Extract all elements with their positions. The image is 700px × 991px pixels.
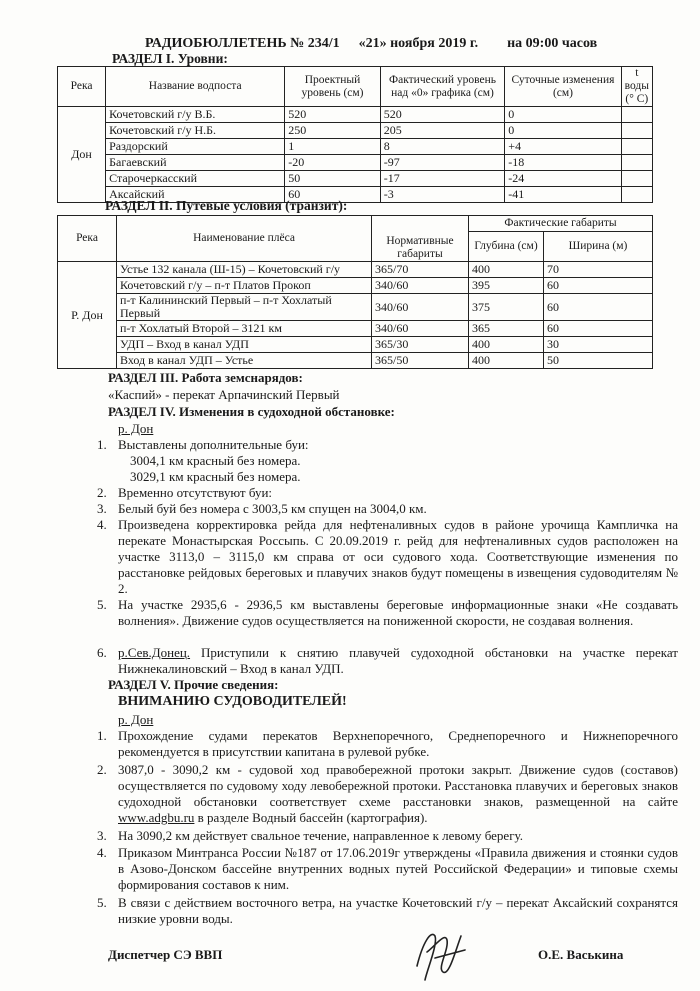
- list-item: 3004,1 км красный без номера.: [130, 453, 301, 468]
- depth-cell: 400: [469, 353, 544, 369]
- change-cell: 0: [505, 123, 621, 139]
- stretch-cell: п-т Калининский Первый – п-т Хохлатый Первый: [117, 294, 372, 321]
- item-number: 5.: [97, 895, 107, 910]
- dredger-line: «Каспий» - перекат Арпачинский Первый: [108, 387, 340, 402]
- col-daily-change: Суточные изменения (см): [505, 67, 621, 107]
- list-item: [118, 762, 678, 826]
- change-cell: -41: [505, 187, 621, 203]
- change-cell: 0: [505, 107, 621, 123]
- stretch-cell: Кочетовский г/у – п-т Платов Прокоп: [117, 278, 372, 294]
- table-row: [58, 278, 653, 294]
- col-river: Река: [58, 67, 106, 107]
- list-item: На 3090,2 км действует свальное течение, направленное к левому берегу.: [118, 828, 523, 843]
- item-number: 4.: [97, 517, 107, 532]
- design-cell: -20: [285, 155, 380, 171]
- actual-cell: 205: [380, 123, 505, 139]
- change-cell: -24: [505, 171, 621, 187]
- col-actual-group: Фактические габариты: [469, 216, 653, 232]
- col-river: Река: [58, 216, 117, 262]
- temp-cell: [621, 139, 652, 155]
- table-row: [58, 107, 653, 123]
- bulletin-title: РАДИОБЮЛЛЕТЕНЬ № 234/1: [145, 36, 340, 51]
- norm-cell: 340/60: [372, 294, 469, 321]
- design-cell: 50: [285, 171, 380, 187]
- design-cell: 520: [285, 107, 380, 123]
- table-row: [58, 337, 653, 353]
- post-cell: Старочеркасский: [106, 171, 285, 187]
- list-item: Белый буй без номера с 3003,5 км спущен на 3004,0 км.: [118, 501, 427, 516]
- item-number: 2.: [97, 485, 107, 500]
- width-cell: 60: [544, 278, 653, 294]
- list-item: Произведена корректировка рейда для нефтеналивных судов в районе урочища Кампличка на перекате Монастырская Россыпь. С 20.09.2019 г. рейд для нефтеналивных судов расположен на участке 3113,0 – 3115,0 км справа от оси судового хода. Соответствующие изменения по расстановке рейдовых береговых и плавучих знаков будут помещены в извещения судоводителям № 2.: [118, 517, 678, 596]
- col-post: Название водпоста: [106, 67, 285, 107]
- stretch-cell: Устье 132 канала (Ш-15) – Кочетовский г/у: [117, 262, 372, 278]
- temp-cell: [621, 123, 652, 139]
- width-cell: 60: [544, 321, 653, 337]
- temp-cell: [621, 107, 652, 123]
- design-cell: 60: [285, 187, 380, 203]
- section4-title: РАЗДЕЛ IV. Изменения в судоходной обстановке:: [108, 404, 395, 419]
- list-item: Приказом Минтранса России №187 от 17.06.2019г утверждены «Правила движения и стоянки судов в Азово-Донском бассейне внутренних водных путей Российской Федерации» и типовые схемы формирования составов к ним.: [118, 845, 678, 892]
- section2-title: РАЗДЕЛ II. Путевые условия (транзит):: [105, 198, 348, 213]
- section5-river: р. Дон: [118, 712, 154, 727]
- river-cell: Дон: [58, 107, 106, 203]
- table-row: [58, 155, 653, 171]
- col-stretch: Наименование плёса: [117, 216, 372, 262]
- list-item: [118, 645, 678, 677]
- actual-cell: -3: [380, 187, 505, 203]
- document-header: [145, 36, 597, 52]
- signature: [405, 922, 475, 984]
- post-cell: Кочетовский г/у Н.Б.: [106, 123, 285, 139]
- col-width: Ширина (м): [544, 232, 653, 262]
- col-norm: Нормативные габариты: [372, 216, 469, 262]
- list-item: Прохождение судами перекатов Верхнепоречного, Среднепоречного и Нижнепоречного рекомендуется в присутствии капитана в рулевой рубке.: [118, 728, 678, 759]
- width-cell: 60: [544, 294, 653, 321]
- col-actual-level: Фактический уровень над «0» графика (см): [380, 67, 505, 107]
- post-cell: Кочетовский г/у В.Б.: [106, 107, 285, 123]
- design-cell: 250: [285, 123, 380, 139]
- temp-cell: [621, 187, 652, 203]
- actual-cell: -17: [380, 171, 505, 187]
- temp-cell: [621, 155, 652, 171]
- bulletin-time: на 09:00 часов: [507, 36, 598, 51]
- section3-title: РАЗДЕЛ III. Работа земснарядов:: [108, 370, 303, 385]
- list-item: Временно отсутствуют буи:: [118, 485, 273, 500]
- table-row: [58, 123, 653, 139]
- width-cell: 50: [544, 353, 653, 369]
- design-cell: 1: [285, 139, 380, 155]
- table-row: [58, 262, 653, 278]
- change-cell: +4: [505, 139, 621, 155]
- item-text: Приступили к снятию плавучей судоходной обстановки на участке перекат Нижнекалиновский – Вход в канал УДП.: [118, 645, 678, 676]
- list-item: В связи с действием восточного ветра, на участке Кочетовский г/у – перекат Аксайский сохранятся низкие уровни воды.: [118, 895, 678, 926]
- item-number: 3.: [97, 828, 107, 843]
- section1-title: РАЗДЕЛ I. Уровни:: [112, 51, 228, 66]
- section4-river: р. Дон: [118, 421, 154, 436]
- width-cell: 70: [544, 262, 653, 278]
- bulletin-date: «21» ноября 2019 г.: [358, 36, 479, 51]
- norm-cell: 365/50: [372, 353, 469, 369]
- item-number: 5.: [97, 597, 107, 612]
- norm-cell: 365/30: [372, 337, 469, 353]
- post-cell: Багаевский: [106, 155, 285, 171]
- depth-cell: 395: [469, 278, 544, 294]
- col-design-level: Проектный уровень (см): [285, 67, 380, 107]
- route-table: [57, 215, 653, 369]
- item-number: 4.: [97, 845, 107, 860]
- depth-cell: 375: [469, 294, 544, 321]
- depth-cell: 365: [469, 321, 544, 337]
- item-number: 6.: [97, 645, 107, 660]
- actual-cell: 520: [380, 107, 505, 123]
- norm-cell: 340/60: [372, 321, 469, 337]
- table-row: [58, 139, 653, 155]
- item-number: 1.: [97, 437, 107, 452]
- dispatcher-name: О.Е. Васькина: [538, 947, 624, 962]
- list-item: 3029,1 км красный без номера.: [130, 469, 301, 484]
- norm-cell: 340/60: [372, 278, 469, 294]
- stretch-cell: УДП – Вход в канал УДП: [117, 337, 372, 353]
- item-number: 1.: [97, 728, 107, 743]
- warning-heading: ВНИМАНИЮ СУДОВОДИТЕЛЕЙ!: [118, 694, 347, 709]
- temp-cell: [621, 171, 652, 187]
- list-item: Выставлены дополнительные буи:: [118, 437, 309, 452]
- col-water-temp: t воды (° С): [621, 67, 652, 107]
- stretch-cell: Вход в канал УДП – Устье: [117, 353, 372, 369]
- change-cell: -18: [505, 155, 621, 171]
- website-link[interactable]: www.adgbu.ru: [118, 810, 195, 825]
- item-number: 3.: [97, 501, 107, 516]
- table-row: [58, 294, 653, 321]
- section5-title: РАЗДЕЛ V. Прочие сведения:: [108, 677, 279, 692]
- table-row: [58, 171, 653, 187]
- depth-cell: 400: [469, 337, 544, 353]
- actual-cell: 8: [380, 139, 505, 155]
- item-text: 3087,0 - 3090,2 км - судовой ход правобережной протоки закрыт. Движение судов (составов) осуществляется по судовому ходу левобережной протоки. Расстановка плавучих и береговых знаков судоходной обстановки соответствует схеме расстановки знаков, размещенной на сайте: [118, 762, 678, 809]
- norm-cell: 365/70: [372, 262, 469, 278]
- post-cell: Раздорский: [106, 139, 285, 155]
- list-item: На участке 2935,6 - 2936,5 км выставлены береговые информационные знаки «Не создавать волнения». Движение судов осуществляется на пониженной скорости, не создавая волнения.: [118, 597, 678, 628]
- levels-table: [57, 66, 653, 203]
- table-row: [58, 353, 653, 369]
- dispatcher-title: Диспетчер СЭ ВВП: [108, 947, 223, 962]
- col-depth: Глубина (см): [469, 232, 544, 262]
- width-cell: 30: [544, 337, 653, 353]
- item-river: р.Сев.Донец.: [118, 645, 191, 660]
- river-cell: Р. Дон: [58, 262, 117, 369]
- post-cell: Аксайский: [106, 187, 285, 203]
- depth-cell: 400: [469, 262, 544, 278]
- actual-cell: -97: [380, 155, 505, 171]
- table-row: [58, 321, 653, 337]
- item-number: 2.: [97, 762, 107, 777]
- stretch-cell: п-т Хохлатый Второй – 3121 км: [117, 321, 372, 337]
- item-text: в разделе Водный бассейн (картография).: [194, 810, 428, 825]
